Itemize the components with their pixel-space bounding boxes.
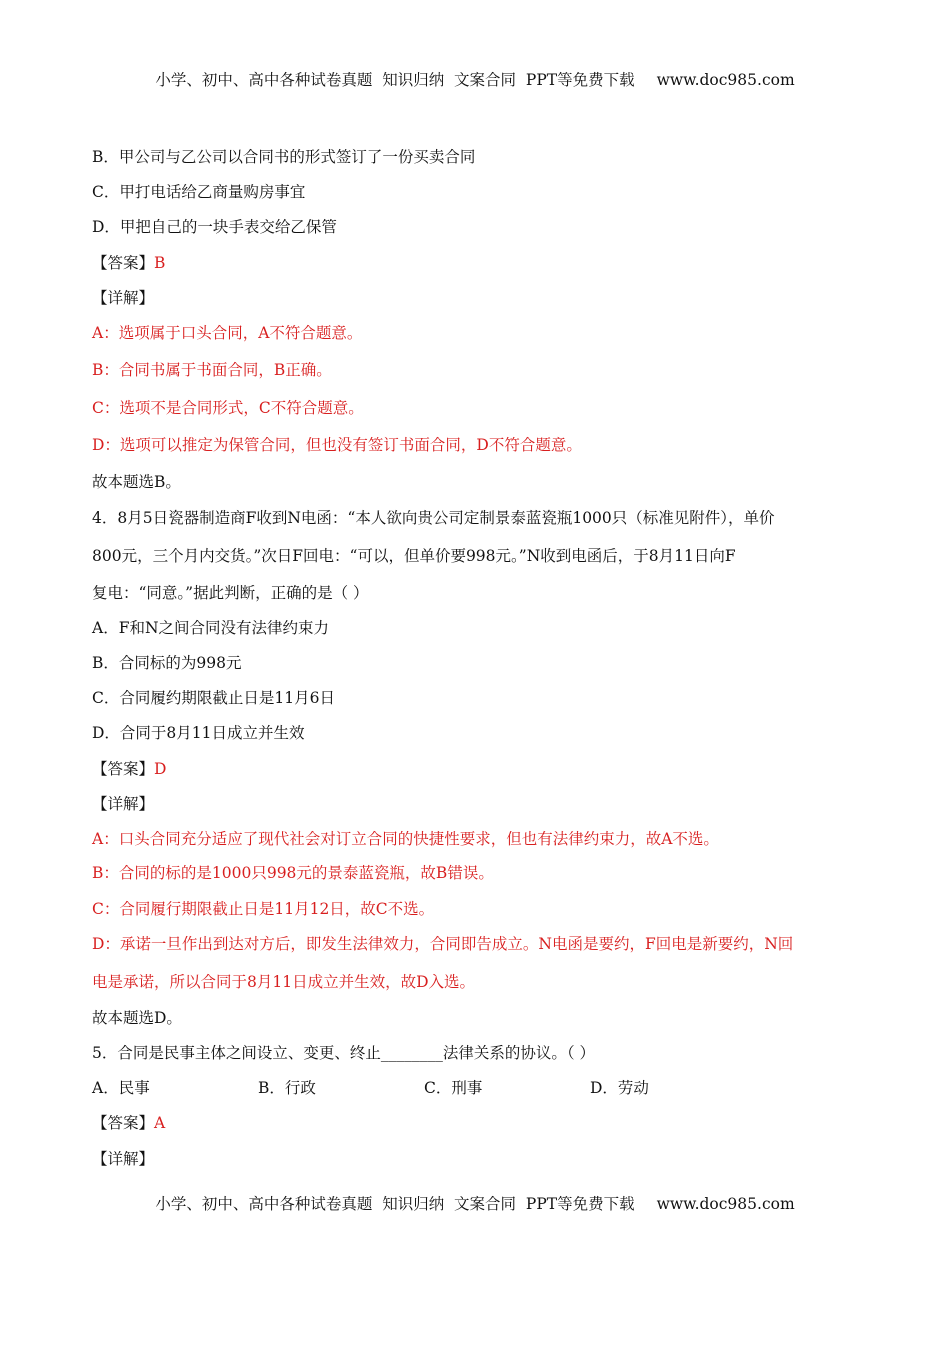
q3-option-b: B．甲公司与乙公司以合同书的形式签订了一份买卖合同 — [92, 148, 476, 166]
q4-option-d: D．合同于8月11日成立并生效 — [92, 724, 305, 742]
q4-stem-line-2: 800元，三个月内交货。”次日F回电：“可以，但单价要998元。”N收到电函后，于8月11日向F — [92, 547, 736, 565]
q4-stem-line-3: 复电：“同意。”据此判断，正确的是（ ） — [92, 584, 369, 602]
q3-option-c: C．甲打电话给乙商量购房事宜 — [92, 183, 306, 201]
q3-conclusion: 故本题选B。 — [92, 473, 181, 491]
q4-option-c: C．合同履约期限截止日是11月6日 — [92, 689, 335, 707]
q5-detail-label: 【详解】 — [92, 1150, 155, 1168]
q3-option-d: D．甲把自己的一块手表交给乙保管 — [92, 218, 337, 236]
q3-answer — [92, 252, 862, 274]
q5-options — [92, 1077, 862, 1099]
q4-option-a: A．F和N之间合同没有法律约束力 — [92, 619, 330, 637]
q5-answer — [92, 1112, 862, 1134]
q4-answer — [92, 758, 862, 780]
q5-stem: 5．合同是民事主体之间设立、变更、终止________法律关系的协议。（ ） — [92, 1044, 596, 1062]
answer-value: A — [154, 1114, 166, 1132]
q3-detail-d: D：选项可以推定为保管合同，但也没有签订书面合同，D不符合题意。 — [92, 436, 582, 454]
q4-detail-c: C：合同履行期限截止日是11月12日，故C不选。 — [92, 900, 435, 918]
answer-value: D — [154, 760, 167, 778]
q4-detail-a: A：口头合同充分适应了现代社会对订立合同的快捷性要求，但也有法律约束力，故A不选。 — [92, 830, 719, 848]
q3-detail-a: A：选项属于口头合同，A不符合题意。 — [92, 324, 363, 342]
q5-option-d: D．劳动 — [590, 1079, 649, 1097]
page-header — [0, 68, 950, 90]
header-url: www.doc985.com — [656, 71, 795, 89]
q4-detail-d-line-2: 电是承诺，所以合同于8月11日成立并生效，故D入选。 — [92, 973, 476, 991]
header-text: 小学、初中、高中各种试卷真题 知识归纳 文案合同 PPT等免费下载 — [155, 71, 635, 89]
q4-stem-line-1: 4．8月5日瓷器制造商F收到N电函：“本人欲向贵公司定制景泰蓝瓷瓶1000只（标准见附件），单价 — [92, 509, 775, 527]
footer-text: 小学、初中、高中各种试卷真题 知识归纳 文案合同 PPT等免费下载 — [155, 1195, 635, 1213]
answer-value: B — [154, 254, 166, 272]
q5-option-c: C．刑事 — [424, 1079, 483, 1097]
q3-detail-c: C：选项不是合同形式，C不符合题意。 — [92, 399, 364, 417]
q5-option-b: B．行政 — [258, 1079, 316, 1097]
q4-conclusion: 故本题选D。 — [92, 1009, 182, 1027]
q4-option-b: B．合同标的为998元 — [92, 654, 242, 672]
q4-detail-d-line-1: D：承诺一旦作出到达对方后，即发生法律效力，合同即告成立。N电函是要约，F回电是新要约，N回 — [92, 935, 794, 953]
q5-option-a: A．民事 — [92, 1079, 150, 1097]
answer-label: 【答案】 — [92, 1114, 155, 1132]
page-footer — [0, 1192, 950, 1214]
answer-label: 【答案】 — [92, 254, 155, 272]
q4-detail-label: 【详解】 — [92, 795, 155, 813]
footer-url: www.doc985.com — [656, 1195, 795, 1213]
q3-detail-label: 【详解】 — [92, 289, 155, 307]
q4-detail-b: B：合同的标的是1000只998元的景泰蓝瓷瓶，故B错误。 — [92, 864, 494, 882]
answer-label: 【答案】 — [92, 760, 155, 778]
q3-detail-b: B：合同书属于书面合同，B正确。 — [92, 361, 332, 379]
